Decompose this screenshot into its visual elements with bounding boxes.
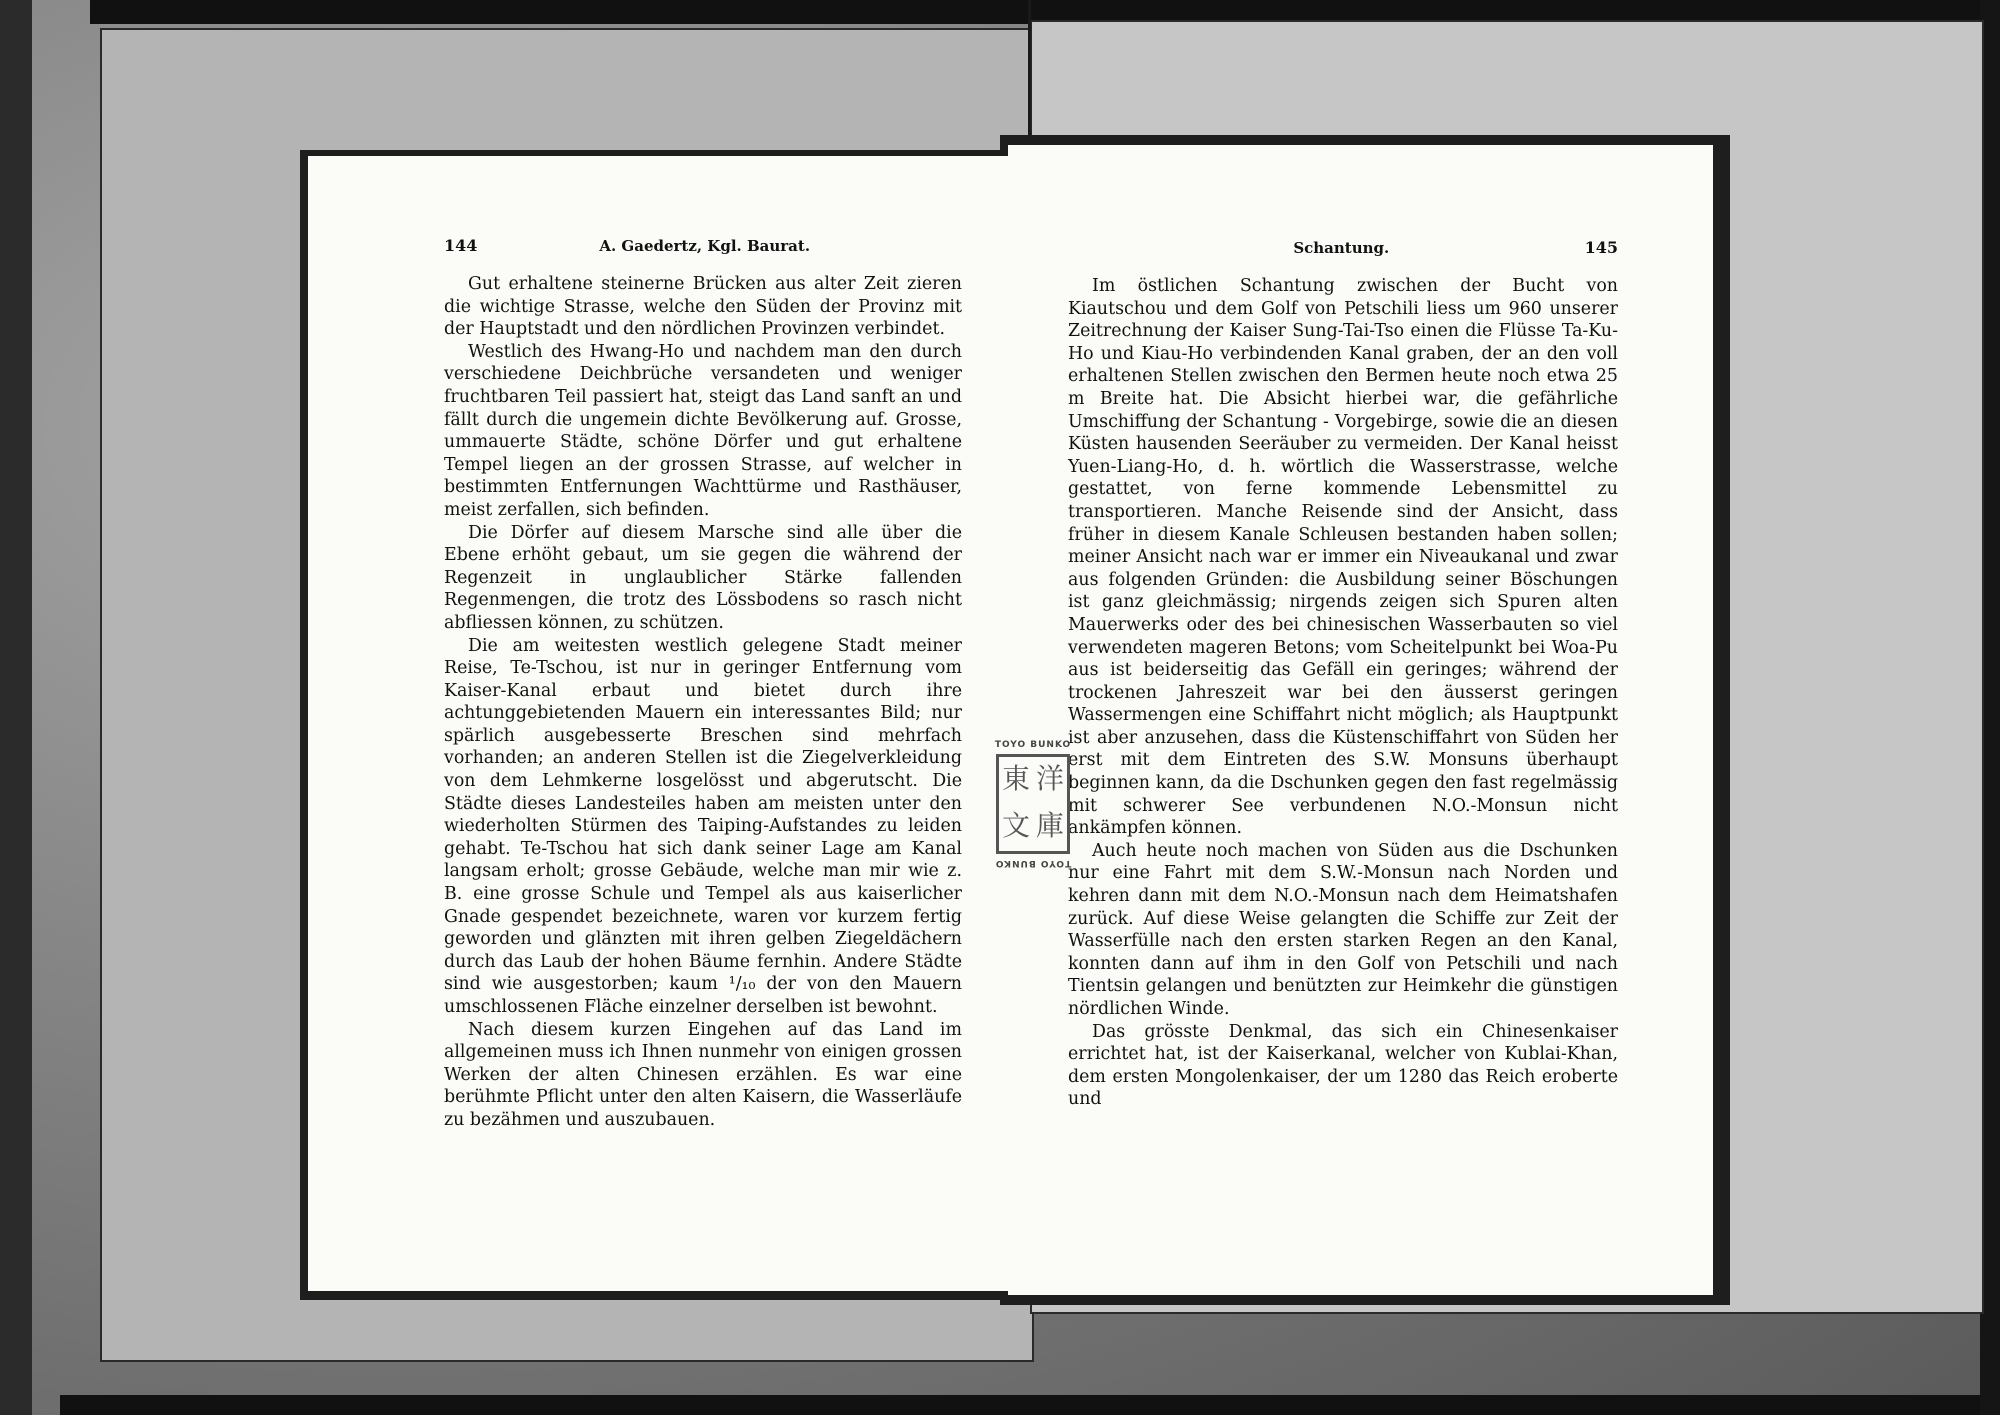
scan-left-edge — [0, 0, 32, 1415]
stamp-top-text: TOYO BUNKO — [994, 740, 1072, 750]
stamp-glyph: 洋 — [1035, 762, 1064, 795]
page-number: 145 — [1584, 238, 1618, 257]
paragraph: Das grösste Denkmal, das sich ein Chinesenkaiser errichtet hat, ist der Kaiserkanal, welcher von Kublai-Khan, dem ersten Mongolenkaiser, der um 1280 das Reich eroberte und — [1068, 1021, 1618, 1110]
right-running-head — [1068, 238, 1618, 257]
right-body-text — [1068, 275, 1618, 1111]
backing-gutter — [1028, 0, 1031, 140]
left-page — [308, 156, 1008, 1291]
scan-bottom-band — [60, 1395, 2000, 1415]
stamp-glyph: 庫 — [1035, 809, 1064, 842]
paragraph: Gut erhaltene steinerne Brücken aus alter Zeit zieren die wichtige Strasse, welche den Süden der Provinz mit der Hauptstadt und den nördlichen Provinzen verbindet. — [444, 274, 962, 340]
paragraph: Die am weitesten westlich gelegene Stadt meiner Reise, Te-Tschou, ist nur in geringer Entfernung vom Kaiser-Kanal erbaut und bietet durch ihre achtunggebietenden Mauern ein interessantes Bild; nur spärlich ausgebesserte Breschen sind mehrfach vorhanden; an anderen Stellen ist die Ziegelverkleidung von dem Lehmkerne losgelösst und abgerutscht. Die Städte dieses Landesteiles haben am meisten unter den wiederholten Stürmen des Taiping-Aufstandes zu leiden gehabt. Te-Tschou hat sich dank seiner Lage am Kanal langsam erholt; grosse Gebäude, welche man mir wie z. B. eine grosse Schule und Tempel als aus kaiserlicher Gnade gespendet bezeichnete, waren vor kurzem fertig geworden und glänzten mit ihren gelben Ziegeldächern durch das Laub der hohen Bäume fernhin. Andere Städte sind wie ausgestorben; kaum ¹/₁₀ der von den Mauern umschlossenen Fläche einzelner derselben ist bewohnt. — [444, 635, 962, 1017]
paragraph: Westlich des Hwang-Ho und nachdem man den durch verschiedene Deichbrüche versandeten und weniger fruchtbaren Teil passiert hat, steigt das Land sanft an und fällt durch die ungemein dichte Bevölkerung auf. Grosse, ummauerte Städte, schöne Dörfer und gut erhaltene Tempel liegen an der grossen Strasse, auf welcher in bestimmten Entfernungen Wachttürme und Rasthäuser, meist zerfallen, sich befinden. — [444, 341, 962, 520]
stamp-bottom-text: TOYO BUNKO — [994, 858, 1072, 868]
library-stamp — [990, 740, 1076, 878]
stamp-glyph: 文 — [1001, 809, 1030, 842]
paragraph: Auch heute noch machen von Süden aus die Dschunken nur eine Fahrt mit dem S.W.-Monsun nach Norden und kehren dann mit dem N.O.-Monsun nach dem Heimatshafen zurück. Auf diese Weise gelangten die Schiffe zur Zeit der Wasserfülle nach den ersten starken Regen an den Kanal, konnten dann auf ihm in den Golf von Petschili und nach Tientsin gelangen und benützten zur Heimkehr die günstigen nördlichen Winde. — [1068, 840, 1618, 1019]
stamp-glyph: 東 — [1001, 762, 1030, 795]
paragraph: Die Dörfer auf diesem Marsche sind alle über die Ebene erhöht gebaut, um sie gegen die während der Regenzeit in unglaublicher Stärke fallenden Regenmengen, die trotz des Lössbodens so rasch nicht abfliessen können, zu schützen. — [444, 522, 962, 633]
running-header: Schantung. — [1293, 239, 1390, 257]
left-body-text — [444, 273, 962, 1132]
right-page — [1008, 145, 1713, 1295]
paragraph: Nach diesem kurzen Eingehen auf das Land im allgemeinen muss ich Ihnen nunmehr von einigen grossen Werken der alten Chinesen erzählen. Es war eine berühmte Pflicht unter den alten Kaisern, die Wasserläufe zu bezähmen und auszubauen. — [444, 1019, 962, 1130]
page-number: 144 — [444, 236, 478, 255]
stamp-seal — [996, 754, 1070, 854]
paragraph: Im östlichen Schantung zwischen der Bucht von Kiautschou und dem Golf von Petschili liess um 960 unserer Zeitrechnung der Kaiser Sung-Tai-Tso einen die Flüsse Ta-Ku-Ho und Kiau-Ho verbindenden Kanal graben, der an den voll erhaltenen Stellen zwischen den Bermen heute noch etwa 25 m Breite hat. Die Absicht hierbei war, die gefährliche Umschiffung der Schantung - Vorgebirge, sowie die an diesen Küsten hausenden Seeräuber zu vermeiden. Der Kanal heisst Yuen-Liang-Ho, d. h. wörtlich die Wasserstrasse, welche gestattet, von ferne kommende Lebensmittel zu transportieren. Manche Reisende sind der Ansicht, dass früher in diesem Kanale Schleusen bestanden haben sollen; meiner Ansicht nach war er immer ein Niveaukanal und zwar aus folgenden Gründen: die Ausbildung seiner Böschungen ist ganz gleichmässig; nirgends zeigen sich Spuren alten Mauerwerks oder des bei chinesischen Wasserbauten so viel verwendeten mageren Betons; vom Scheitelpunkt bei Woa-Pu aus ist beiderseitig das Gefäll ein geringes; während der trockenen Jahreszeit war bei den äusserst geringen Wassermengen eine Schiffahrt nicht möglich; als Hauptpunkt ist aber anzusehen, dass die Küstenschiffahrt von Süden her erst mit dem Eintreten des S.W. Monsuns überhaupt beginnen kann, da die Dschunken gegen den fast regelmässig mit schwerer See verbundenen N.O.-Monsun nicht ankämpfen können. — [1068, 276, 1618, 839]
running-header: A. Gaedertz, Kgl. Baurat. — [599, 237, 811, 255]
left-running-head — [444, 236, 962, 255]
